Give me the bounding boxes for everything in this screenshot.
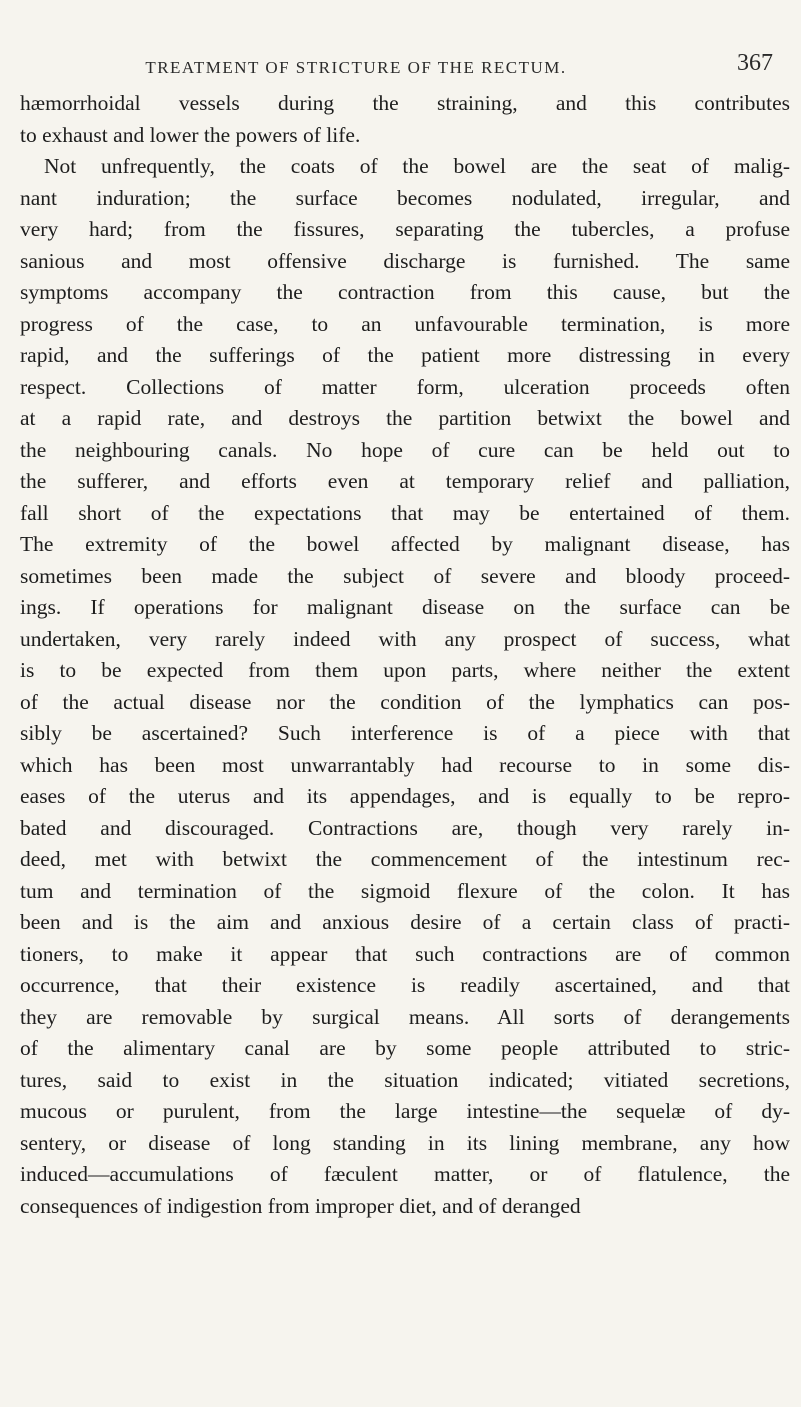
text-line: tures, said to exist in the situation indicated; vitiated secretions, xyxy=(20,1067,790,1092)
text-line: hæmorrhoidal vessels during the straining, and this contributes xyxy=(20,91,790,115)
text-line: bated and discouraged. Contractions are, though very rarely in- xyxy=(20,815,790,840)
text-line: the neighbouring canals. No hope of cure can be held out to xyxy=(20,437,790,462)
text-line: ings. If operations for malignant disease on the surface can be xyxy=(20,595,790,619)
text-line: eases of the uterus and its appendages, and is equally to be repro- xyxy=(20,784,790,808)
running-head: TREATMENT OF STRICTURE OF THE RECTUM. xyxy=(145,58,567,77)
text-line: is to be expected from them upon parts, where neither the extent xyxy=(20,658,790,682)
body-text xyxy=(20,88,790,1222)
text-line: sometimes been made the subject of severe and bloody proceed- xyxy=(20,563,790,588)
text-line: progress of the case, to an unfavourable termination, is more xyxy=(20,311,790,336)
text-line: induced—accumulations of fæculent matter, or of flatulence, the xyxy=(20,1162,790,1186)
text-line: sentery, or disease of long standing in its lining membrane, any how xyxy=(20,1130,790,1155)
text-line: occurrence, that their existence is readily ascertained, and that xyxy=(20,973,790,997)
text-line: mucous or purulent, from the large intestine—the sequelæ of dy- xyxy=(20,1099,790,1123)
text-line: The extremity of the bowel affected by malignant disease, has xyxy=(20,532,790,556)
text-line: very hard; from the fissures, separating the tubercles, a profuse xyxy=(20,217,790,241)
text-line: tum and termination of the sigmoid flexure of the colon. It has xyxy=(20,878,790,903)
text-line: sibly be ascertained? Such interference is of a piece with that xyxy=(20,721,790,745)
text-line: they are removable by surgical means. All sorts of derangements xyxy=(20,1004,790,1029)
text-line: nant induration; the surface becomes nodulated, irregular, and xyxy=(20,185,790,210)
text-line: fall short of the expectations that may be entertained of them. xyxy=(20,500,790,525)
text-line: Not unfrequently, the coats of the bowel are the seat of malig- xyxy=(44,154,790,178)
text-line: tioners, to make it appear that such contractions are of common xyxy=(20,941,790,966)
text-line: been and is the aim and anxious desire of a certain class of practi- xyxy=(20,910,790,934)
text-line: rapid, and the sufferings of the patient more distressing in every xyxy=(20,343,790,367)
text-line: to exhaust and lower the powers of life. xyxy=(20,122,361,147)
text-line: at a rapid rate, and destroys the partition betwixt the bowel and xyxy=(20,406,790,430)
text-line: which has been most unwarrantably had recourse to in some dis- xyxy=(20,752,790,777)
text-line: the sufferer, and efforts even at temporary relief and palliation, xyxy=(20,469,790,493)
text-line: symptoms accompany the contraction from this cause, but the xyxy=(20,280,790,304)
text-line: of the actual disease nor the condition of the lymphatics can pos- xyxy=(20,689,790,714)
text-line: of the alimentary canal are by some people attributed to stric- xyxy=(20,1036,790,1060)
text-line: respect. Collections of matter form, ulceration proceeds often xyxy=(20,374,790,399)
text-line: deed, met with betwixt the commencement of the intestinum rec- xyxy=(20,847,790,871)
text-line: sanious and most offensive discharge is furnished. The same xyxy=(20,248,790,273)
text-line: consequences of indigestion from improper diet, and of deranged xyxy=(20,1193,581,1218)
text-line: undertaken, very rarely indeed with any prospect of success, what xyxy=(20,626,790,651)
page-number: 367 xyxy=(737,50,773,76)
